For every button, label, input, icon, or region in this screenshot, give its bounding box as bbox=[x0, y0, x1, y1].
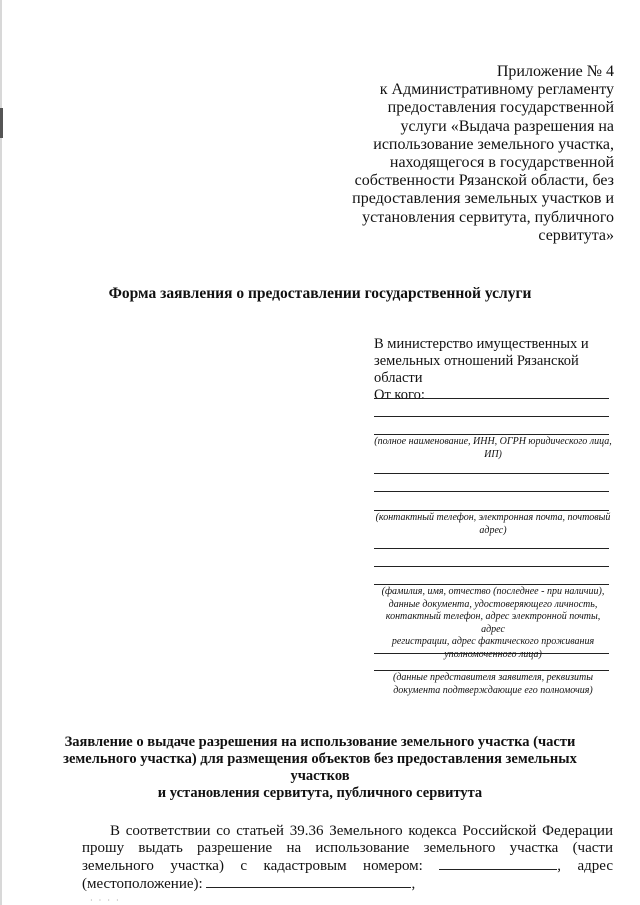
statement-text: , адрес (местоположение): bbox=[82, 858, 613, 892]
representative-fill-line[interactable] bbox=[374, 653, 609, 654]
statement-title-line: Заявление о выдаче разрешения на использование земельного участка (части bbox=[64, 734, 576, 750]
appendix-header bbox=[314, 63, 614, 245]
appendix-line: использование земельного участка, bbox=[373, 135, 614, 153]
caption-line: документа подтверждающие его полномочия) bbox=[393, 684, 593, 696]
statement-text: , bbox=[411, 876, 416, 892]
addressee-line: В министерство имущественных и bbox=[374, 336, 589, 352]
statement-paragraph bbox=[82, 823, 613, 893]
address-field[interactable] bbox=[206, 875, 411, 888]
from-label: От кого: bbox=[374, 387, 425, 403]
caption-line: (контактный телефон, электронная почта, почтовый bbox=[375, 512, 611, 523]
representative-fill-line[interactable] bbox=[374, 670, 609, 671]
cadastral-number-field[interactable] bbox=[439, 857, 557, 870]
scan-artifact: · · · · bbox=[90, 896, 121, 905]
person-fill-line[interactable] bbox=[374, 584, 609, 585]
caption-line: (данные представителя заявителя, реквизиты bbox=[393, 672, 593, 683]
appendix-line: предоставления земельных участков и bbox=[352, 190, 614, 208]
statement-title bbox=[40, 734, 600, 802]
appendix-line: Приложение № 4 bbox=[496, 63, 614, 80]
caption-line: (фамилия, имя, отчество (последнее - при наличии), bbox=[381, 586, 605, 597]
caption-contacts bbox=[374, 512, 612, 537]
applicant-fill-line[interactable] bbox=[374, 434, 609, 435]
scan-mark bbox=[0, 108, 3, 138]
form-title: Форма заявления о предоставлении государственной услуги bbox=[108, 285, 532, 302]
appendix-line: предоставления государственной bbox=[387, 99, 614, 117]
appendix-line: установления сервитута, публичного bbox=[362, 208, 614, 226]
caption-line: (полное наименование, ИНН, ОГРН юридического лица, bbox=[374, 436, 612, 447]
statement-body bbox=[82, 823, 613, 893]
caption-line: регистрации, адрес фактического проживания bbox=[391, 636, 595, 647]
statement-title-line: и установления сервитута, публичного сервитута bbox=[157, 785, 483, 801]
applicant-fill-line[interactable] bbox=[374, 398, 609, 399]
caption-line: уполномоченного лица) bbox=[444, 648, 542, 660]
caption-line: адрес) bbox=[479, 524, 507, 536]
caption-line: данные документа, удостоверяющего личность, bbox=[388, 598, 598, 610]
appendix-line: собственности Рязанской области, без bbox=[354, 172, 614, 190]
appendix-line: сервитута» bbox=[538, 226, 614, 244]
appendix-line: услуги «Выдача разрешения на bbox=[400, 117, 614, 135]
addressee-line: земельных отношений Рязанской области bbox=[374, 353, 579, 386]
appendix-line: находящегося в государственной bbox=[389, 154, 614, 172]
appendix-line: к Административному регламенту bbox=[379, 81, 614, 99]
person-fill-line[interactable] bbox=[374, 548, 609, 549]
caption-representative bbox=[374, 672, 612, 697]
statement-title-line: земельного участка) для размещения объектов без предоставления земельных участков bbox=[63, 751, 577, 784]
person-fill-line[interactable] bbox=[374, 566, 609, 567]
caption-line: контактный телефон, адрес электронной почты, адрес bbox=[385, 611, 601, 635]
addressee-block bbox=[374, 336, 624, 404]
applicant-fill-line[interactable] bbox=[374, 416, 609, 417]
caption-legal-entity bbox=[374, 436, 612, 461]
contacts-fill-line[interactable] bbox=[374, 510, 609, 511]
statement-text: В соответствии со статьей 39.36 Земельного кодекса Российской Федерации прошу выдать разрешение на использование земельного участка (части земельного участка) с кадастровым номером: bbox=[82, 823, 613, 874]
caption-person bbox=[374, 586, 612, 661]
caption-line: ИП) bbox=[484, 448, 502, 460]
contacts-fill-line[interactable] bbox=[374, 491, 609, 492]
contacts-fill-line[interactable] bbox=[374, 473, 609, 474]
